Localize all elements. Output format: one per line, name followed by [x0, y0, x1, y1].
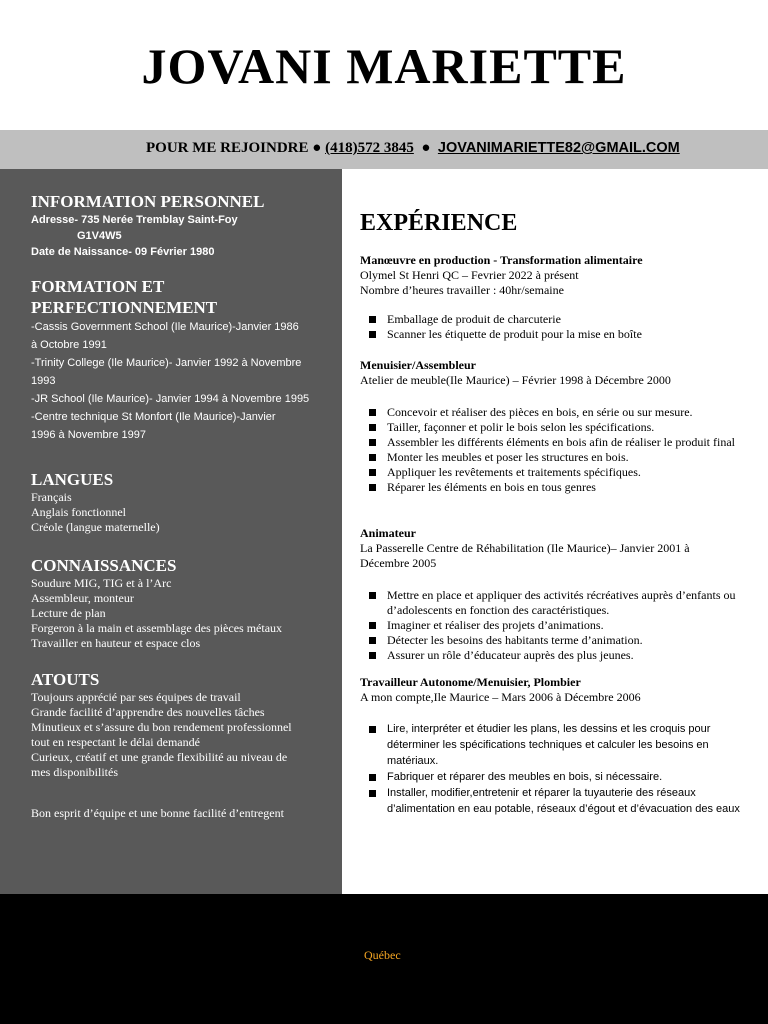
skill-item: Travailler en hauteur et espace clos	[31, 636, 201, 650]
job-title: Manœuvre en production - Transformation alimentaire	[360, 253, 643, 267]
education-heading-line2: PERFECTIONNEMENT	[31, 298, 218, 317]
language-item: Français	[31, 490, 72, 504]
job-bullet: Tailler, façonner et polir le bois selon les spécifications.	[360, 420, 750, 435]
bullet-square-icon	[369, 424, 376, 431]
bullet-square-icon	[369, 726, 376, 733]
birth-date: Date de Naissance- 09 Février 1980	[31, 246, 215, 258]
bullet-square-icon	[369, 622, 376, 629]
job-bullets	[360, 721, 750, 817]
bullet-square-icon	[369, 637, 376, 644]
job-detail: Atelier de meuble(Ile Maurice) – Février 1998 à Décembre 2000	[360, 373, 671, 387]
job-bullet: Réparer les éléments en bois en tous genres	[360, 480, 750, 495]
job-bullet: Appliquer les revêtements et traitements spécifiques.	[360, 465, 750, 480]
education-line: -Centre technique St Monfort (Ile Maurice)-Janvier	[31, 411, 276, 423]
postal-code: G1V4W5	[77, 230, 122, 242]
job-bullets	[360, 312, 750, 342]
job-bullets	[360, 405, 750, 495]
bullet-square-icon	[369, 774, 376, 781]
footer-location: Québec	[364, 948, 401, 962]
candidate-name: JOVANI MARIETTE	[141, 38, 627, 94]
job-bullet: Assurer un rôle d’éducateur auprès des plus jeunes.	[360, 648, 750, 663]
header	[0, 0, 768, 130]
bullet-square-icon	[369, 409, 376, 416]
experience-panel	[342, 169, 768, 894]
job-bullet: Mettre en place et appliquer des activités récréatives auprès d’enfants ou d’adolescents en fonction des caractéristiques.	[360, 588, 750, 618]
job-entry	[360, 526, 750, 663]
job-title: Animateur	[360, 526, 416, 540]
asset-item: Curieux, créatif et une grande flexibilité au niveau de	[31, 750, 288, 764]
contact-bar	[0, 130, 768, 169]
asset-item: Toujours apprécié par ses équipes de travail	[31, 690, 241, 704]
job-bullet: Scanner les étiquette de produit pour la mise en boîte	[360, 327, 750, 342]
job-entry	[360, 358, 750, 495]
job-bullet: Fabriquer et réparer des meubles en bois, si nécessaire.	[360, 769, 750, 785]
bullet-separator: ●	[421, 140, 431, 156]
assets-section	[31, 669, 331, 821]
phone-link[interactable]: (418)572 3845	[325, 140, 414, 156]
language-item: Anglais fonctionnel	[31, 505, 126, 519]
bullet-square-icon	[369, 592, 376, 599]
personal-info-section	[31, 191, 331, 260]
email-link[interactable]: JOVANIMARIETTE82@GMAIL.COM	[437, 140, 680, 156]
asset-item: Grande facilité d’apprendre des nouvelles tâches	[31, 705, 265, 719]
education-line: à Octobre 1991	[31, 339, 107, 351]
job-bullet: Imaginer et réaliser des projets d’animations.	[360, 618, 750, 633]
job-entry	[360, 675, 750, 817]
job-bullet: Concevoir et réaliser des pièces en bois, en série ou sur mesure.	[360, 405, 750, 420]
languages-section	[31, 469, 331, 535]
job-detail: La Passerelle Centre de Réhabilitation (Ile Maurice)– Janvier 2001 à Décembre 2005	[360, 541, 690, 570]
skill-item: Assembleur, monteur	[31, 591, 134, 605]
bullet-square-icon	[369, 790, 376, 797]
contact-label: POUR ME REJOINDRE	[146, 140, 309, 156]
asset-item: mes disponibilités	[31, 765, 118, 779]
asset-item-last: Bon esprit d’équipe et une bonne facilité d’entregent	[31, 806, 284, 820]
skills-section	[31, 555, 331, 651]
education-line: -JR School (Ile Maurice)- Janvier 1994 à Novembre 1995	[31, 393, 310, 405]
skill-item: Soudure MIG, TIG et à l’Arc	[31, 576, 172, 590]
bullet-separator: ●	[312, 140, 322, 156]
education-section	[31, 276, 331, 444]
bullet-square-icon	[369, 469, 376, 476]
job-bullet: Monter les meubles et poser les structures en bois.	[360, 450, 750, 465]
job-detail: Olymel St Henri QC – Fevrier 2022 à présent	[360, 268, 579, 282]
job-detail: A mon compte,Ile Maurice – Mars 2006 à Décembre 2006	[360, 690, 641, 704]
contact-line	[146, 138, 680, 158]
language-item: Créole (langue maternelle)	[31, 520, 160, 534]
education-heading: FORMATION ET	[31, 277, 165, 296]
education-line: -Cassis Government School (Ile Maurice)-Janvier 1986	[31, 321, 299, 333]
bullet-square-icon	[369, 484, 376, 491]
footer	[0, 894, 768, 1024]
job-title: Travailleur Autonome/Menuisier, Plombier	[360, 675, 581, 689]
job-bullet: Détecter les besoins des habitants terme d’animation.	[360, 633, 750, 648]
education-line: 1993	[31, 375, 56, 387]
bullet-square-icon	[369, 454, 376, 461]
asset-item: Minutieux et s’assure du bon rendement professionnel	[31, 720, 292, 734]
bullet-square-icon	[369, 439, 376, 446]
bullet-square-icon	[369, 331, 376, 338]
sidebar	[0, 169, 342, 894]
languages-heading: LANGUES	[31, 470, 114, 489]
bullet-square-icon	[369, 316, 376, 323]
asset-item: tout en respectant le délai demandé	[31, 735, 200, 749]
address-line: Adresse- 735 Nerée Tremblay Saint-Foy	[31, 214, 238, 226]
skill-item: Lecture de plan	[31, 606, 106, 620]
skill-item: Forgeron à la main et assemblage des pièces métaux	[31, 621, 283, 635]
job-bullets	[360, 588, 750, 663]
personal-info-heading: INFORMATION PERSONNEL	[31, 192, 265, 211]
job-detail: Nombre d’heures travailler : 40hr/semaine	[360, 283, 564, 297]
skills-heading: CONNAISSANCES	[31, 556, 177, 575]
job-bullet: Emballage de produit de charcuterie	[360, 312, 750, 327]
job-bullet: Lire, interpréter et étudier les plans, les dessins et les croquis pour déterminer les spécifications techniques et calculer les besoins en matériaux.	[360, 721, 750, 769]
education-line: 1996 à Novembre 1997	[31, 429, 146, 441]
job-bullet: Assembler les différents éléments en bois afin de réaliser le produit final	[360, 435, 750, 450]
assets-heading: ATOUTS	[31, 670, 100, 689]
job-title: Menuisier/Assembleur	[360, 358, 476, 372]
experience-heading: EXPÉRIENCE	[360, 210, 518, 236]
job-bullet: Installer, modifier,entretenir et réparer la tuyauterie des réseaux d’alimentation en eau potable, réseaux d’égout et d’évacuation des eaux	[360, 785, 750, 817]
bullet-square-icon	[369, 652, 376, 659]
education-line: -Trinity College (Ile Maurice)- Janvier 1992 à Novembre	[31, 357, 302, 369]
job-entry	[360, 253, 750, 342]
